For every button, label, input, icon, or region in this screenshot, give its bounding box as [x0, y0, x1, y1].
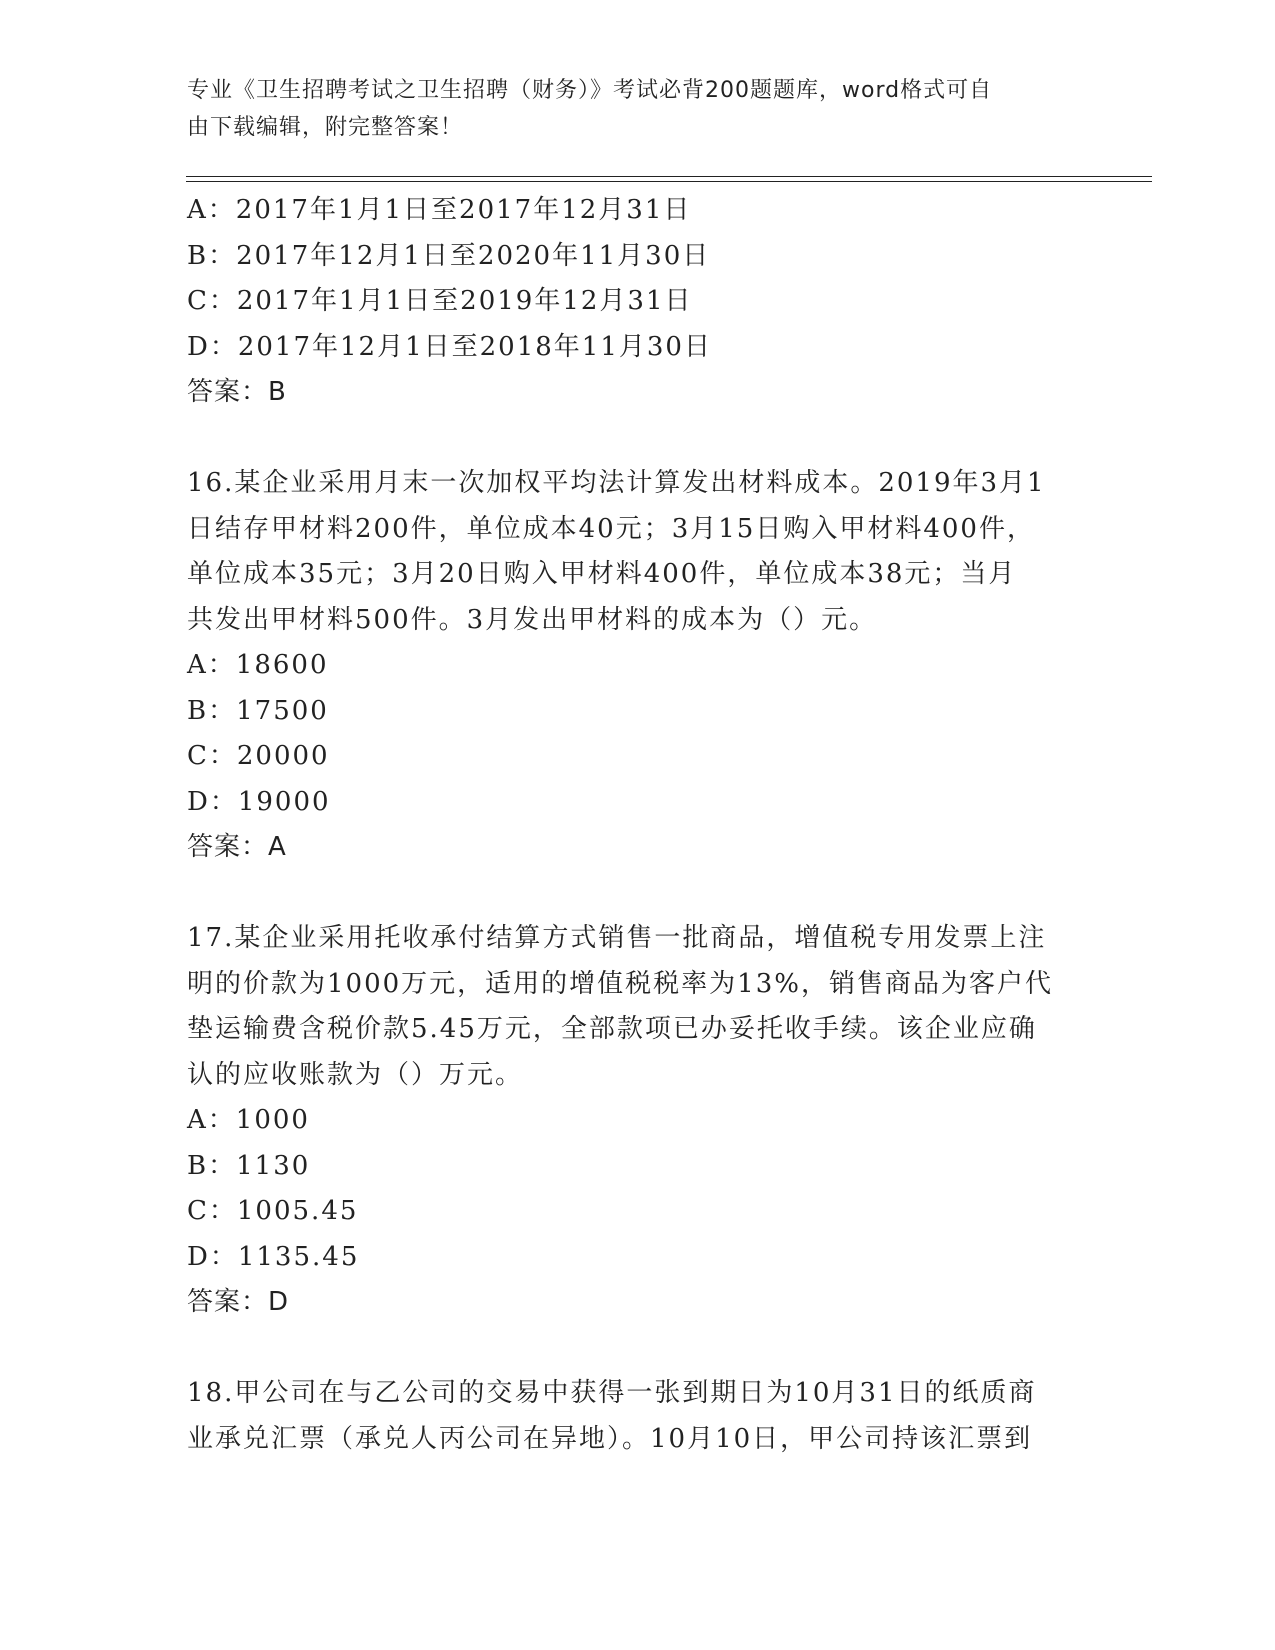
question-content: [187, 188, 1087, 1462]
header-divider: [186, 176, 1152, 177]
option-d: D：19000: [187, 786, 331, 817]
header-line: 由下载编辑，附完整答案！: [187, 115, 464, 140]
header-line: 专业《卫生招聘考试之卫生招聘（财务）》考试必背200题题库，word格式可自: [187, 78, 993, 103]
question-text-line: 垫运输费含税价款5.45万元，全部款项已办妥托收手续。该企业应确: [187, 1014, 1037, 1044]
question-text-line: 16.某企业采用月末一次加权平均法计算发出材料成本。2019年3月1: [187, 468, 1046, 498]
option-d: D：1135.45: [187, 1241, 360, 1272]
question-text-line: 单位成本35元；3月20日购入甲材料400件，单位成本38元；当月: [187, 559, 1017, 589]
question-text-line: 18.甲公司在与乙公司的交易中获得一张到期日为10月31日的纸质商: [187, 1378, 1037, 1408]
question-text-line: 认的应收账款为（）万元。: [187, 1059, 524, 1090]
option-a: A：2017年1月1日至2017年12月31日: [187, 195, 692, 225]
answer-line: 答案：D: [187, 1287, 290, 1317]
option-a: A：1000: [187, 1105, 310, 1135]
question-text-line: 日结存甲材料200件，单位成本40元；3月15日购入甲材料400件，: [187, 513, 1035, 544]
option-b: B：17500: [187, 695, 329, 726]
answer-line: 答案：A: [187, 832, 287, 862]
spacer: [187, 871, 1087, 917]
option-c: C：1005.45: [187, 1196, 359, 1226]
header-divider: [186, 181, 1152, 182]
option-c: C：2017年1月1日至2019年12月31日: [187, 286, 693, 316]
option-b: B：1130: [187, 1150, 311, 1181]
spacer: [187, 1326, 1087, 1372]
answer-line: 答案：B: [187, 377, 287, 407]
option-c: C：20000: [187, 741, 330, 771]
spacer: [187, 416, 1087, 462]
document-header: [187, 72, 1067, 146]
option-a: A：18600: [187, 650, 329, 680]
question-text-line: 共发出甲材料500件。3月发出甲材料的成本为（）元。: [187, 604, 878, 635]
question-text-line: 明的价款为1000万元，适用的增值税税率为13%，销售商品为客户代: [187, 968, 1053, 999]
option-d: D：2017年12月1日至2018年11月30日: [187, 331, 712, 362]
question-text-line: 17.某企业采用托收承付结算方式销售一批商品，增值税专用发票上注: [187, 923, 1047, 953]
question-text-line: 业承兑汇票（承兑人丙公司在异地）。10月10日，甲公司持该汇票到: [187, 1423, 1033, 1454]
option-b: B：2017年12月1日至2020年11月30日: [187, 240, 711, 271]
